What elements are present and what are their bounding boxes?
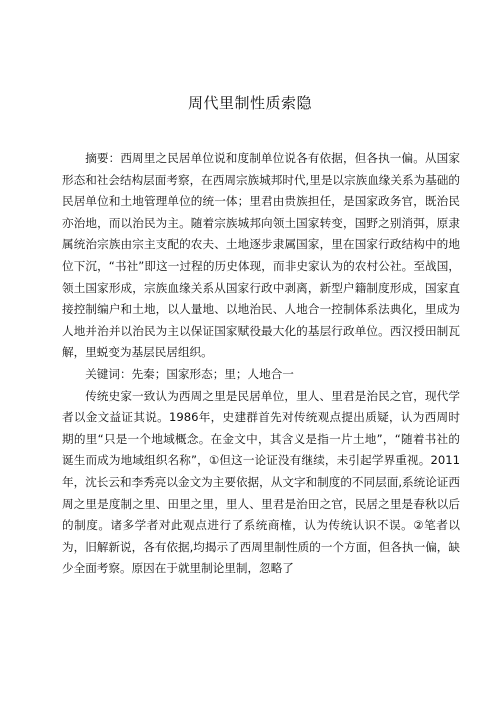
- body-paragraph: 传统史家一致认为西周之里是民居单位，里人、里君是治民之官，现代学者以金文益证其说。1986年，史建群首先对传统观点提出质疑，认为西周时期的里“只是一个地域概念。在金文中，其含义是指一片土地”，“随着书社的诞生而成为地域组织名称”，①但这一论证没有继续，未引起学界重视。2011年，沈长云和李秀亮以金文为主要依据，从文字和制度的不同层面,系统论证西周之里是度制之里、田里之里，里人、里君是治田之官，民居之里是春秋以后的制度。诸多学者对此观点进行了系统商榷，认为传统认识不误。②笔者以为，旧解新说，各有依据,均揭示了西周里制性质的一个方面，但各执一偏，缺少全面考察。原因在于就里制论里制，忽略了: [62, 388, 460, 576]
- document-body: [62, 148, 460, 580]
- keywords-paragraph: 关键词：先秦；国家形态；里；人地合一: [85, 366, 294, 381]
- abstract-paragraph: 摘要：西周里之民居单位说和度制单位说各有依据，但各执一偏。从国家形态和社会结构层面考察，在西周宗族城邦时代,里是以宗族血缘关系为基础的民居单位和土地管理单位的统一体；里君由贵族担任，是国家政务官，既治民亦治地，而以治民为主。随着宗族城邦向领土国家转变，国野之别消弭，原隶属统治宗族由宗主支配的农夫、土地逐步隶属国家，里在国家行政结构中的地位下沉，“书社”即这一过程的历史体现，而非史家认为的农村公社。至战国，领土国家形成，宗族血缘关系从国家行政中剥离，新型户籍制度形成，国家直接控制编户和土地，以人量地、以地治民、人地合一控制体系法典化，里成为人地并治并以治民为主以保证国家赋役最大化的基层行政单位。西汉授田制瓦解，里蜕变为基层民居组织。: [62, 151, 460, 360]
- document-title: 周代里制性质索隐: [187, 94, 312, 112]
